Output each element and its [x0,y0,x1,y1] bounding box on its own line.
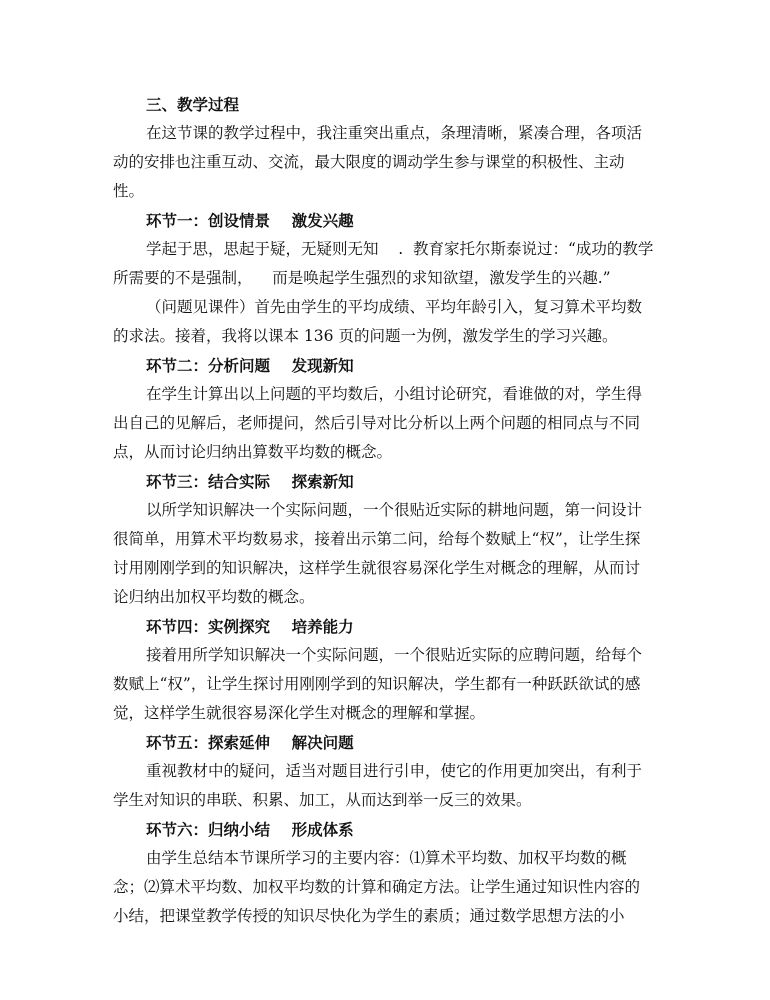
paragraph-line: 动的安排也注重互动、交流，最大限度的调动学生参与课堂的积极性、主动 [113,153,625,171]
paragraph-line: 觉，这样学生就很容易深化学生对概念的理解和掌握。 [113,704,486,722]
paragraph [113,380,660,467]
section-heading: 环节五：探索延伸 解决问题 [146,733,354,752]
paragraph-line: 数赋上“权”，让学生探讨用刚刚学到的知识解决，学生都有一种跃跃欲试的感 [113,675,641,693]
paragraph [113,496,660,612]
paragraph-line: 以所学知识解决一个实际问题，一个很贴近实际的耕地问题，第一问设计 [146,501,643,519]
section-title: 三、教学过程 [146,95,240,114]
paragraph-line: 的求法。接着，我将以课本 136 页的问题一为例，激发学生的学习兴趣。 [113,327,618,345]
paragraph-line: 讨用刚刚学到的知识解决，这样学生就很容易深化学生对概念的理解，从而讨 [113,559,641,577]
paragraph [113,757,660,815]
paragraph-line: 学起于思，思起于疑，无疑则无知 . 教育家托尔斯泰说过：“成功的教学 [146,240,654,258]
section-heading: 环节二：分析问题 发现新知 [146,356,354,375]
paragraph [113,844,660,931]
paragraph-line: 点，从而讨论归纳出算数平均数的概念。 [113,443,393,461]
document-body [113,119,660,931]
paragraph-line: 论归纳出加权平均数的概念。 [113,588,315,606]
paragraph-line: 重视教材中的疑问，适当对题目进行引申，使它的作用更加突出，有利于 [146,762,643,780]
paragraph-line: 接着用所学知识解决一个实际问题，一个很贴近实际的应聘问题，给每个 [146,646,643,664]
paragraph [113,119,660,206]
section-heading: 环节三：结合实际 探索新知 [146,472,354,491]
paragraph-line: 所需要的不是强制， 而是唤起学生强烈的求知欲望，激发学生的兴趣.” [113,269,611,287]
paragraph-line: 在学生计算出以上问题的平均数后，小组讨论研究，看谁做的对，学生得 [146,385,643,403]
paragraph-line: 出自己的见解后，老师提问，然后引导对比分析以上两个问题的相同点与不同 [113,414,641,432]
section-heading: 环节一：创设情景 激发兴趣 [146,211,354,230]
paragraph [113,641,660,728]
paragraph-line: 性。 [113,182,145,200]
paragraph-line: 由学生总结本节课所学习的主要内容：⑴算术平均数、加权平均数的概 [146,849,627,867]
paragraph [113,293,660,351]
paragraph [113,235,660,293]
paragraph-line: 在这节课的教学过程中，我注重突出重点，条理清晰，紧凑合理，各项活 [146,124,643,142]
paragraph-line: 学生对知识的串联、积累、加工，从而达到举一反三的效果。 [113,791,532,809]
section-heading: 环节四：实例探究 培养能力 [146,617,354,636]
paragraph-line: 念；⑵算术平均数、加权平均数的计算和确定方法。让学生通过知识性内容的 [113,878,641,896]
paragraph-line: 小结，把课堂教学传授的知识尽快化为学生的素质；通过数学思想方法的小 [113,907,625,925]
section-heading: 环节六：归纳小结 形成体系 [146,820,354,839]
paragraph-line: 很简单，用算术平均数易求，接着出示第二问，给每个数赋上“权”，让学生探 [113,530,641,548]
paragraph-line: （问题见课件）首先由学生的平均成绩、平均年龄引入，复习算术平均数 [146,298,643,316]
